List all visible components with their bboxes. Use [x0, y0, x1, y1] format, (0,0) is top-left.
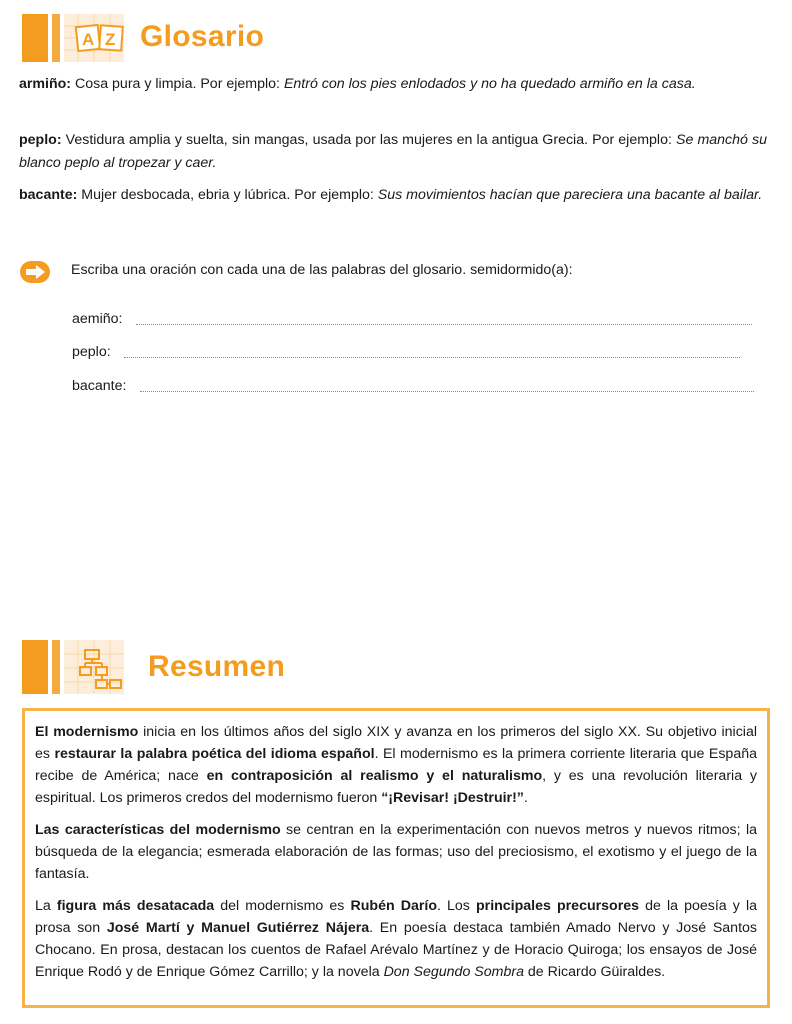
answer-line-armino[interactable] [136, 324, 752, 325]
icon-letter-a: A [82, 30, 95, 49]
resumen-box [22, 708, 770, 1008]
text-run: . En poesía destaca también Amado Nervo y José Santos Chocano. En prosa, destacan los cuentos de Rafael Arévalo Martínez y de Horacio Quiroga; los ensayos de José Enrique Rodó y de Enrique Gómez Carrillo; y la novela [35, 920, 758, 980]
bold-text: en contraposición al realismo y el naturalismo [206, 768, 543, 784]
text-run: de la poesía y la prosa son [35, 898, 758, 936]
glossary-definition: Mujer desbocada, ebria y lúbrica. Por ejemplo: [77, 187, 378, 203]
icon-letter-z: Z [105, 30, 116, 49]
text-run: . [523, 790, 528, 806]
text-run: La [35, 898, 57, 914]
text-run: se centran en la experimentación con nuevos metros y nuevos ritmos; la búsqueda de la elegancia; esmerada elaboración de las formas; uso del preciosismo, el exotismo y el juego de la fantasía. [35, 822, 757, 882]
resumen-title: Resumen [148, 650, 286, 683]
text-run: , y es una revolución literaria y espiritual. Los primeros credos del modernismo fueron [35, 768, 757, 806]
text-run: . Los [437, 898, 476, 914]
text-run: de Ricardo Güiraldes. [523, 964, 666, 980]
bold-text: José Martí y Manuel Gutiérrez Nájera [106, 920, 370, 936]
resumen-paragraph-2 [35, 819, 757, 885]
answer-line-peplo[interactable] [124, 357, 740, 358]
glossary-entry [19, 129, 767, 175]
bold-text: Rubén Darío [350, 898, 437, 914]
glossary-term: bacante: [19, 187, 78, 203]
text-run: del modernismo es [214, 898, 351, 914]
exercise-instruction-row [20, 258, 760, 288]
text-run: inicia en los últimos años del siglo XIX y avanza en los primeros del siglo XX. Su objetivo inicial es [35, 724, 757, 762]
glossary-entry [19, 73, 767, 96]
bold-text: Las características del modernismo [35, 822, 281, 838]
glossary-definition: Cosa pura y limpia. Por ejemplo: [71, 76, 284, 92]
answer-label-bacante: bacante: [72, 378, 127, 394]
text-run: . El modernismo es la primera corriente literaria que España recibe de América; nace [35, 746, 757, 784]
glossary-az-icon [22, 14, 128, 62]
glosario-title: Glosario [140, 20, 265, 53]
resumen-content [35, 721, 757, 993]
exercise-instruction: Escriba una oración con cada una de las palabras del glosario. semidormido(a): [71, 262, 573, 278]
italic-text: Don Segundo Sombra [383, 964, 524, 980]
answer-line-bacante[interactable] [140, 391, 754, 392]
glossary-example: Sus movimientos hacían que pareciera una bacante al bailar. [377, 187, 763, 203]
answer-label-peplo: peplo: [72, 344, 111, 360]
glossary-definition: Vestidura amplia y suelta, sin mangas, usada por las mujeres en la antigua Grecia. Por ejemplo: [61, 132, 676, 148]
bold-text: El modernismo [35, 724, 139, 740]
bold-text: figura más desatacada [56, 898, 215, 914]
glossary-term: armiño: [19, 76, 72, 92]
bold-text: principales precursores [476, 898, 640, 914]
resumen-paragraph-3 [35, 895, 757, 983]
bold-text: restaurar la palabra poética del idioma español [54, 746, 375, 762]
glossary-entry [19, 184, 767, 207]
glossary-example: Entró con los pies enlodados y no ha quedado armiño en la casa. [283, 76, 696, 92]
flowchart-icon [22, 640, 128, 694]
resumen-paragraph-1 [35, 721, 757, 809]
glossary-example: Se manchó su blanco peplo al tropezar y caer. [19, 132, 767, 171]
answer-label-armino: aemiño: [72, 311, 123, 327]
glossary-term: peplo: [19, 132, 62, 148]
arrow-right-icon [20, 261, 50, 283]
bold-text: “¡Revisar! ¡Destruir!” [381, 790, 524, 806]
